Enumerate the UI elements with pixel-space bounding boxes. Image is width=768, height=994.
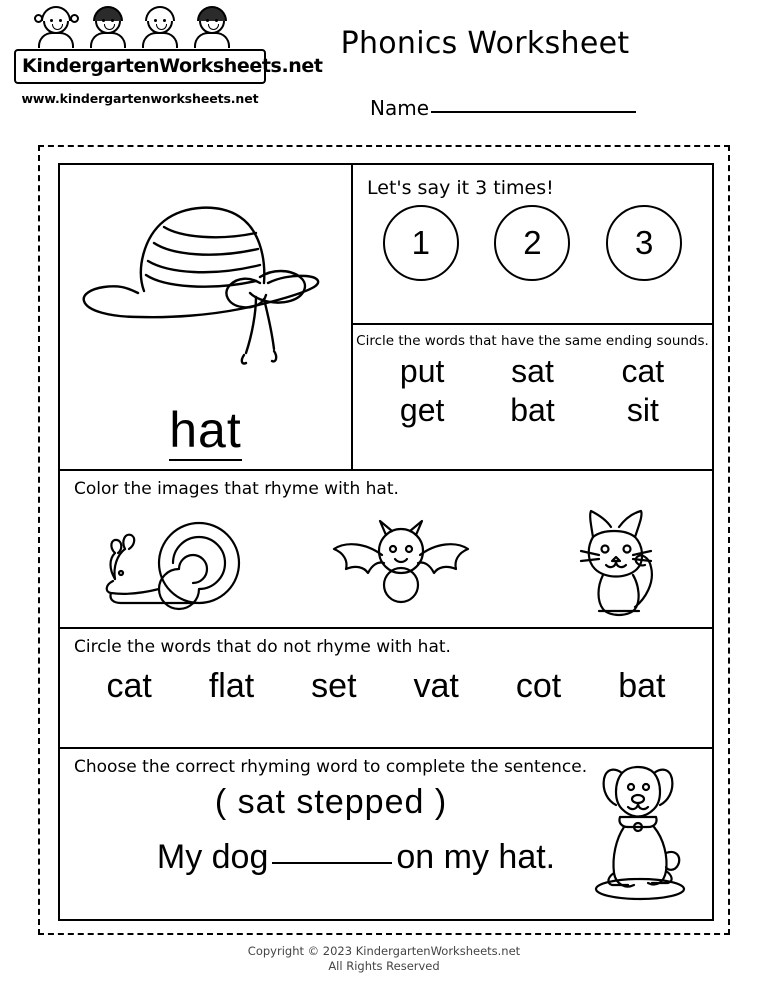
count-circle-2[interactable]: 2 xyxy=(494,205,570,281)
word-option[interactable]: cat xyxy=(621,353,665,389)
row-sentence-task xyxy=(60,749,712,919)
row-main-word xyxy=(60,165,712,471)
hat-icon xyxy=(60,165,348,405)
not-rhyme-instruction: Circle the words that do not rhyme with hat. xyxy=(74,637,451,657)
name-field xyxy=(370,96,710,120)
word-option[interactable]: set xyxy=(311,667,357,705)
word-option[interactable]: bat xyxy=(618,667,666,705)
rights-text: All Rights Reserved xyxy=(328,959,440,973)
word-option[interactable]: flat xyxy=(208,667,255,705)
word-option[interactable]: put xyxy=(399,353,445,389)
count-circle-1[interactable]: 1 xyxy=(383,205,459,281)
worksheet-content xyxy=(58,163,714,921)
bat-icon[interactable] xyxy=(326,513,476,613)
row-not-rhyme xyxy=(60,629,712,749)
kid-figure-3 xyxy=(138,8,184,48)
word-option[interactable]: cat xyxy=(106,667,152,705)
name-label: Name xyxy=(370,96,430,120)
ending-sounds-section xyxy=(353,325,712,469)
say-it-section xyxy=(353,165,712,325)
main-picture-cell xyxy=(60,165,353,469)
kid-figure-2 xyxy=(86,8,132,48)
word-option[interactable]: cot xyxy=(515,667,562,705)
sentence-blank[interactable] xyxy=(272,861,392,864)
color-rhymes-instruction: Color the images that rhyme with hat. xyxy=(74,479,399,499)
word-option[interactable]: sat xyxy=(511,353,554,389)
page-header xyxy=(0,0,768,132)
ending-sounds-instruction: Circle the words that have the same ending sounds. xyxy=(356,333,709,349)
worksheet-border xyxy=(38,145,730,935)
copyright-text: Copyright © 2023 KindergartenWorksheets.net xyxy=(247,944,521,958)
main-word: hat xyxy=(60,401,351,459)
word-option[interactable]: sit xyxy=(626,392,659,428)
kid-figure-1 xyxy=(34,8,80,48)
dog-icon xyxy=(578,753,698,903)
sentence-after: on my hat. xyxy=(396,838,556,876)
rhyme-images xyxy=(60,503,712,623)
kids-illustration xyxy=(30,10,266,48)
not-rhyme-words xyxy=(60,657,712,706)
kid-figure-4 xyxy=(190,8,236,48)
word-option[interactable]: vat xyxy=(413,667,459,705)
logo-banner xyxy=(14,49,323,84)
sentence-choices[interactable]: ( sat stepped ) xyxy=(214,783,448,821)
logo-text: KindergartenWorksheets.net xyxy=(22,55,323,77)
count-circle-3[interactable]: 3 xyxy=(606,205,682,281)
count-circles xyxy=(353,205,712,281)
ending-sounds-words xyxy=(353,349,712,429)
row-color-rhymes xyxy=(60,471,712,629)
site-logo[interactable] xyxy=(14,10,323,106)
page-footer xyxy=(0,944,768,974)
snail-icon[interactable] xyxy=(95,515,255,611)
sentence-instruction: Choose the correct rhyming word to complete the sentence. xyxy=(74,757,588,777)
name-blank-line[interactable] xyxy=(431,110,636,113)
page-title: Phonics Worksheet xyxy=(340,26,630,61)
site-url: www.kindergartenworksheets.net xyxy=(21,91,259,106)
cat-icon[interactable] xyxy=(547,503,677,623)
say-it-label: Let's say it 3 times! xyxy=(367,177,554,199)
word-option[interactable]: bat xyxy=(510,392,555,428)
word-option[interactable]: get xyxy=(399,392,445,428)
dog-illustration xyxy=(578,753,698,908)
sentence-before: My dog xyxy=(156,838,269,876)
